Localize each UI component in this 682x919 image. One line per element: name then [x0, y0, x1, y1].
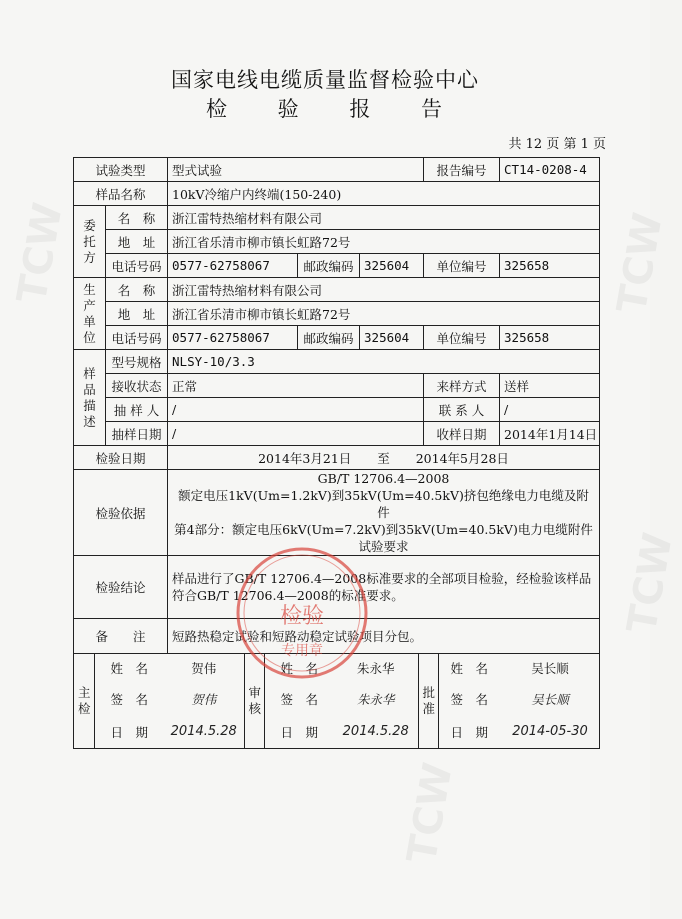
client-address-label: 地 址: [106, 230, 168, 254]
client-phone-value: 0577-62758067: [168, 254, 298, 278]
remark-value: 短路热稳定试验和短路动稳定试验项目分包。: [168, 619, 600, 654]
arrival-method-label: 来样方式: [424, 374, 500, 398]
sign-label: 签 名: [280, 692, 318, 708]
sample-section-label: [74, 350, 106, 446]
sample-name-value: 10kV冷缩户内终端(150-240): [168, 182, 600, 206]
main-inspector-label: [74, 654, 94, 748]
review-date: 2014.5.28: [334, 715, 418, 748]
vertical-label-char: 描: [83, 397, 96, 413]
producer-address-value: 浙江省乐清市柳市镇长虹路72号: [168, 302, 600, 326]
producer-section-label: [74, 278, 106, 350]
client-name-label: 名 称: [106, 206, 168, 230]
report-no-label: 报告编号: [424, 158, 500, 182]
client-unit-code-label: 单位编号: [424, 254, 500, 278]
inspection-date-label: 检验日期: [74, 446, 168, 470]
main-name: 贺伟: [164, 654, 244, 683]
test-type-label: 试验类型: [74, 158, 168, 182]
producer-address-label: 地 址: [106, 302, 168, 326]
vertical-label-char: 审: [248, 685, 262, 700]
name-label: 姓 名: [280, 661, 318, 677]
approve-signature: 吴长顺: [531, 692, 569, 708]
model-label: 型号规格: [106, 350, 168, 374]
client-unit-code-value: 325658: [500, 254, 600, 278]
page-info: 共 12 页 第 1 页: [508, 137, 606, 152]
client-phone-label: 电话号码: [106, 254, 168, 278]
vertical-label-char: 单: [83, 313, 96, 329]
producer-phone-value: 0577-62758067: [168, 326, 298, 350]
vertical-label-char: 批: [422, 685, 436, 700]
conclusion-label: 检验结论: [74, 556, 168, 619]
seal-subtext: 专用章: [281, 643, 323, 659]
sample-name-label: 样品名称: [74, 182, 168, 206]
producer-phone-label: 电话号码: [106, 326, 168, 350]
date-to: 至: [377, 450, 390, 466]
vertical-label-char: 述: [83, 413, 96, 429]
vertical-label-char: 主: [78, 685, 91, 700]
receive-status-value: 正常: [168, 374, 424, 398]
watermark: TCW: [398, 759, 462, 867]
vertical-label-char: 准: [422, 701, 436, 716]
receipt-date-label: 收样日期: [424, 422, 500, 446]
client-address-value: 浙江省乐清市柳市镇长虹路72号: [168, 230, 600, 254]
model-value: NLSY-10/3.3: [168, 350, 600, 374]
seal-text: 检验: [279, 604, 325, 629]
producer-postcode-value: 325604: [360, 326, 424, 350]
signature-block: [74, 654, 600, 749]
client-name-value: 浙江雷特热缩材料有限公司: [168, 206, 600, 230]
test-type-value: 型式试验: [168, 158, 424, 182]
producer-name-label: 名 称: [106, 278, 168, 302]
signature-table: [74, 654, 601, 748]
report-title: 检 验 报 告: [205, 97, 465, 121]
sign-label: 签 名: [450, 692, 488, 708]
watermark: TCW: [618, 529, 682, 637]
name-label: 姓 名: [110, 661, 148, 677]
contact-label: 联 系 人: [424, 398, 500, 422]
vertical-label-char: 生: [83, 281, 96, 297]
producer-postcode-label: 邮政编码: [298, 326, 360, 350]
basis-line: 第4部分：额定电压6kV(Um=7.2kV)到35kV(Um=40.5kV)电力电缆附件: [174, 522, 593, 537]
review-signature: 朱永华: [334, 683, 418, 716]
sample-date-value: /: [168, 422, 424, 446]
vertical-label-char: 品: [83, 381, 96, 397]
org-title: 国家电线电缆质量监督检验中心: [171, 68, 479, 92]
producer-unit-code-label: 单位编号: [424, 326, 500, 350]
date-label: 日 期: [450, 724, 488, 740]
vertical-label-char: 方: [83, 249, 96, 265]
date-label: 日 期: [280, 724, 318, 740]
approve-name: 吴长顺: [531, 661, 569, 677]
vertical-label-char: 托: [83, 233, 96, 249]
basis-line: GB/T 12706.4—2008: [317, 471, 450, 486]
review-name: 朱永华: [334, 654, 418, 683]
date-label: 日 期: [110, 724, 148, 740]
vertical-label-char: 检: [78, 701, 91, 716]
sampler-value: /: [168, 398, 424, 422]
date-end: 2014年5月28日: [415, 450, 509, 466]
date-start: 2014年3月21日: [258, 450, 352, 466]
contact-value: /: [500, 398, 600, 422]
basis-value: [168, 470, 600, 556]
sign-label: 签 名: [110, 692, 148, 708]
sample-date-label: 抽样日期: [106, 422, 168, 446]
vertical-label-char: 样: [83, 365, 96, 381]
watermark: TCW: [8, 199, 72, 307]
approve-date: 2014-05-30: [512, 724, 588, 740]
vertical-label-char: 委: [83, 217, 96, 233]
client-postcode-value: 325604: [360, 254, 424, 278]
main-date: 2014.5.28: [164, 715, 244, 748]
inspection-date-value: [168, 446, 600, 470]
approver-label: [418, 654, 438, 748]
client-section-label: [74, 206, 106, 278]
vertical-label-char: 核: [248, 701, 262, 716]
client-postcode-label: 邮政编码: [298, 254, 360, 278]
main-signature: 贺伟: [164, 683, 244, 716]
report-no-value: CT14-0208-4: [500, 158, 600, 182]
reviewer-label: [244, 654, 264, 748]
report-table: [73, 157, 600, 749]
sampler-label: 抽 样 人: [106, 398, 168, 422]
vertical-label-char: 位: [83, 329, 96, 345]
vertical-label-char: 产: [83, 297, 96, 313]
producer-unit-code-value: 325658: [500, 326, 600, 350]
arrival-method-value: 送样: [500, 374, 600, 398]
conclusion-value: 样品进行了GB/T 12706.4—2008标准要求的全部项目检验，经检验该样品符合GB/T 12706.4—2008的标准要求。: [168, 556, 600, 619]
receive-status-label: 接收状态: [106, 374, 168, 398]
producer-name-value: 浙江雷特热缩材料有限公司: [168, 278, 600, 302]
basis-label: 检验依据: [74, 470, 168, 556]
basis-line: 额定电压1kV(Um=1.2kV)到35kV(Um=40.5kV)挤包绝缘电力电缆及附件: [178, 488, 589, 520]
basis-line: 试验要求: [358, 539, 409, 554]
receipt-date-value: 2014年1月14日: [500, 422, 600, 446]
watermark: TCW: [608, 209, 672, 317]
remark-label: 备 注: [74, 619, 168, 654]
name-label: 姓 名: [450, 661, 488, 677]
